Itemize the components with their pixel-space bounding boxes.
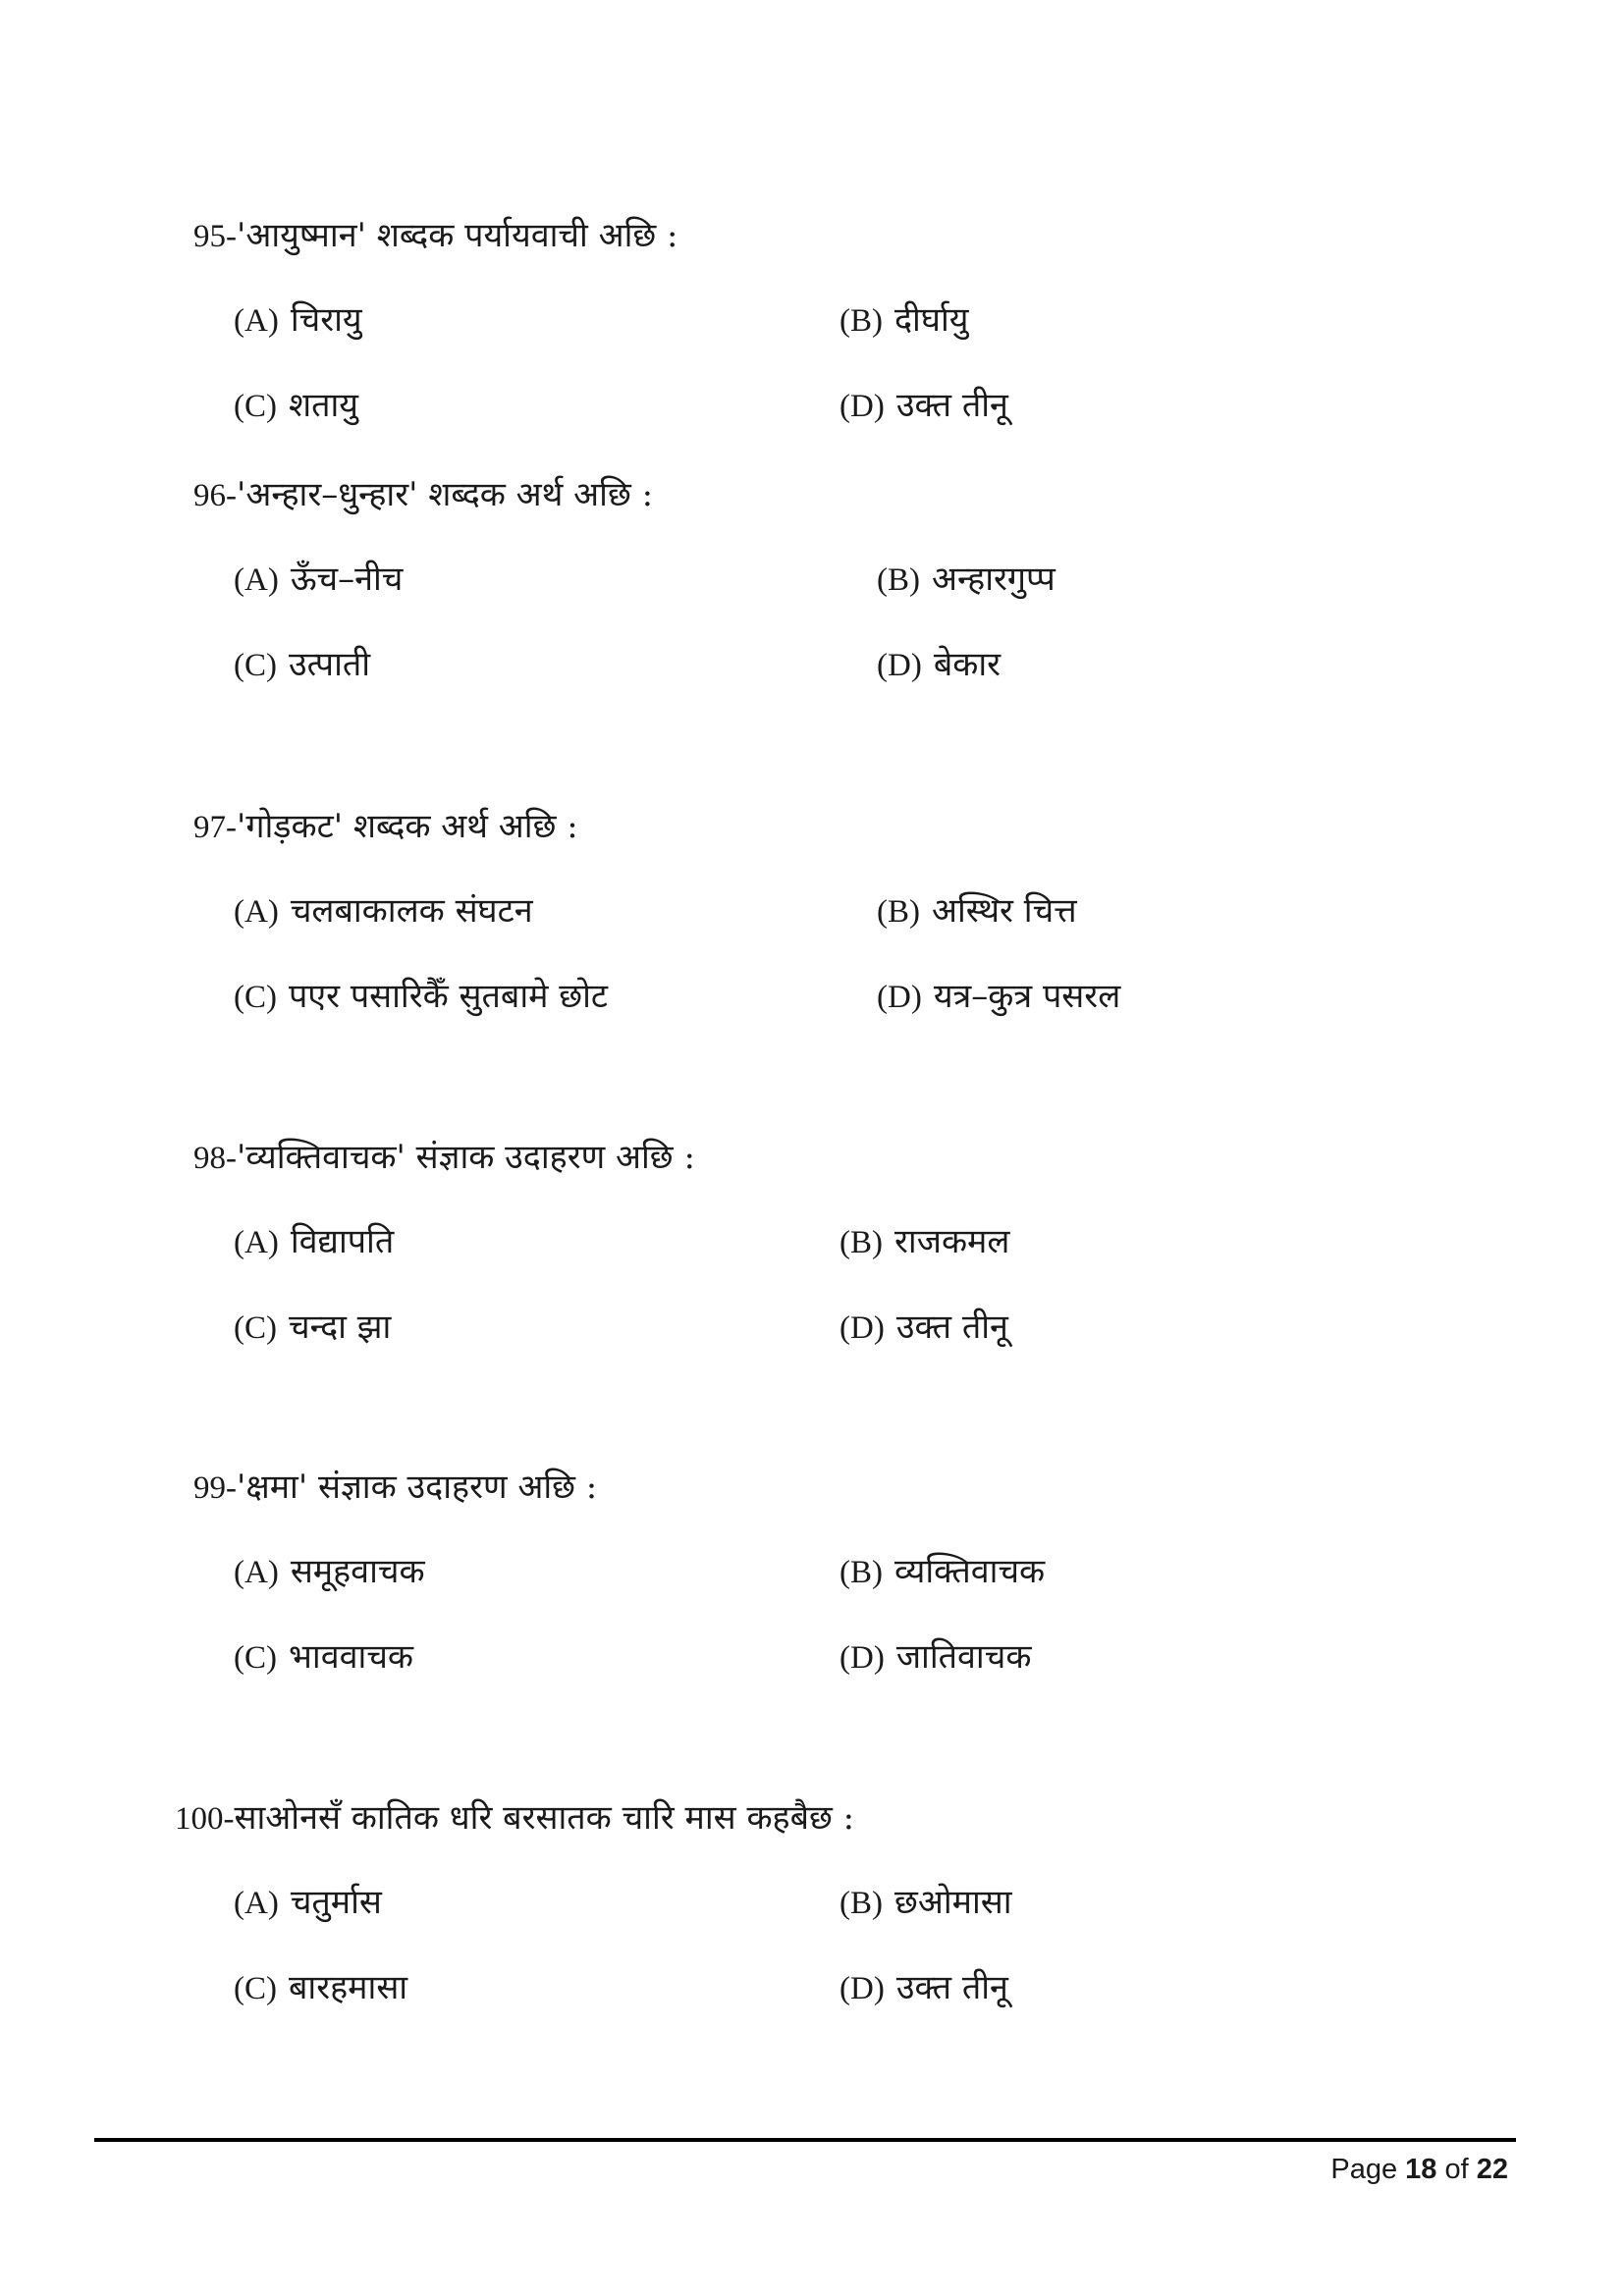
question-number: 100- (175, 1801, 235, 1837)
option-label: (A) (234, 894, 279, 930)
question-number: 96- (193, 478, 237, 513)
option-label: (B) (839, 1555, 883, 1590)
option-text: जातिवाचक (895, 1637, 1032, 1677)
option-a (234, 558, 403, 602)
question-number: 99- (193, 1470, 237, 1506)
option-c (234, 384, 358, 428)
option-label: (C) (234, 1640, 277, 1676)
option-text: बेकार (933, 645, 1001, 684)
option-b (839, 1220, 1009, 1264)
footer-divider (94, 2138, 1516, 2142)
option-text: छओमासा (894, 1883, 1012, 1922)
option-label: (D) (839, 1971, 885, 2006)
page-of: of (1444, 2154, 1469, 2185)
option-c (234, 975, 608, 1019)
question-stem: 'अन्हार–धुन्हार' शब्दक अर्थ अछि : (237, 475, 654, 514)
question-number: 98- (193, 1141, 237, 1176)
question-number: 95- (193, 219, 237, 254)
option-b (839, 298, 968, 343)
option-label: (D) (839, 389, 885, 424)
option-text: अस्थिर चित्त (932, 891, 1077, 931)
option-a (234, 1550, 425, 1594)
option-a (234, 298, 362, 343)
option-text: उक्त तीनू (895, 1968, 1008, 2007)
option-b (877, 889, 1077, 934)
option-label: (A) (234, 1555, 279, 1590)
question-stem: 'गोड़कट' शब्दक अर्थ अछि : (237, 807, 578, 846)
option-b (877, 558, 1056, 602)
option-text: उत्पाती (289, 645, 371, 684)
option-label: (D) (839, 1640, 885, 1676)
option-d (839, 1966, 1008, 2010)
option-text: समूहवाचक (290, 1552, 425, 1591)
option-text: बारहमासा (289, 1968, 408, 2007)
question-text (193, 214, 678, 258)
question-stem: 'व्यक्तिवाचक' संज्ञाक उदाहरण अछि : (237, 1138, 695, 1177)
option-label: (C) (234, 389, 277, 424)
question-96 (0, 473, 1624, 827)
option-c (234, 1966, 407, 2010)
option-text: राजकमल (894, 1222, 1010, 1261)
option-label: (A) (234, 303, 279, 339)
option-label: (D) (877, 980, 922, 1015)
option-text: चिरायु (290, 300, 362, 340)
option-c (234, 643, 370, 687)
option-text: व्यक्तिवाचक (894, 1552, 1046, 1591)
option-text: चलबाकालक संघटन (290, 891, 533, 931)
option-d (839, 1635, 1031, 1680)
question-stem: साओनसँ कातिक धरि बरसातक चारि मास कहबैछ : (234, 1798, 855, 1838)
option-label: (C) (234, 648, 277, 683)
option-b (839, 1881, 1012, 1925)
option-label: (A) (234, 562, 279, 598)
option-text: चतुर्मास (290, 1883, 382, 1922)
question-text (193, 1466, 597, 1510)
option-text: उक्त तीनू (895, 386, 1008, 425)
option-text: विद्यापति (290, 1222, 395, 1261)
option-label: (C) (234, 980, 277, 1015)
question-number: 97- (193, 810, 237, 845)
option-b (839, 1550, 1045, 1594)
option-text: चन्दा झा (289, 1308, 392, 1347)
page-number (1330, 2150, 1508, 2189)
option-label: (B) (839, 303, 883, 339)
question-stem: 'क्षमा' संज्ञाक उदाहरण अछि : (237, 1468, 598, 1507)
page-total: 22 (1476, 2154, 1508, 2185)
option-label: (D) (877, 648, 922, 683)
question-text (175, 1796, 854, 1841)
option-c (234, 1635, 413, 1680)
option-label: (D) (839, 1310, 885, 1346)
option-text: पएर पसारिकैँ सुतबामे छोट (289, 977, 609, 1016)
option-label: (C) (234, 1971, 277, 2006)
option-label: (C) (234, 1310, 277, 1346)
option-a (234, 1220, 394, 1264)
option-label: (A) (234, 1886, 279, 1921)
option-d (877, 643, 1001, 687)
option-d (839, 384, 1008, 428)
question-text (193, 1136, 695, 1180)
option-text: भाववाचक (289, 1637, 414, 1677)
option-text: ऊँच–नीच (290, 560, 404, 599)
option-a (234, 889, 533, 934)
option-label: (B) (877, 562, 920, 598)
option-label: (B) (877, 894, 920, 930)
question-text (193, 473, 653, 517)
option-text: दीर्घायु (894, 300, 969, 340)
question-97 (0, 805, 1624, 1158)
question-98 (0, 1136, 1624, 1489)
option-text: अन्हारगुप्प (932, 560, 1056, 599)
option-c (234, 1306, 391, 1350)
option-text: शतायु (289, 386, 359, 425)
option-text: उक्त तीनू (895, 1308, 1008, 1347)
option-d (877, 975, 1120, 1019)
question-99 (0, 1466, 1624, 1819)
question-text (193, 805, 578, 849)
question-100 (0, 1796, 1624, 2150)
option-label: (B) (839, 1886, 883, 1921)
option-label: (B) (839, 1225, 883, 1260)
option-label: (A) (234, 1225, 279, 1260)
page-prefix: Page (1330, 2154, 1398, 2185)
question-stem: 'आयुष्मान' शब्दक पर्यायवाची अछि : (237, 216, 678, 255)
option-text: यत्र–कुत्र पसरल (933, 977, 1121, 1016)
option-a (234, 1881, 382, 1925)
option-d (839, 1306, 1008, 1350)
page-current: 18 (1405, 2154, 1437, 2185)
